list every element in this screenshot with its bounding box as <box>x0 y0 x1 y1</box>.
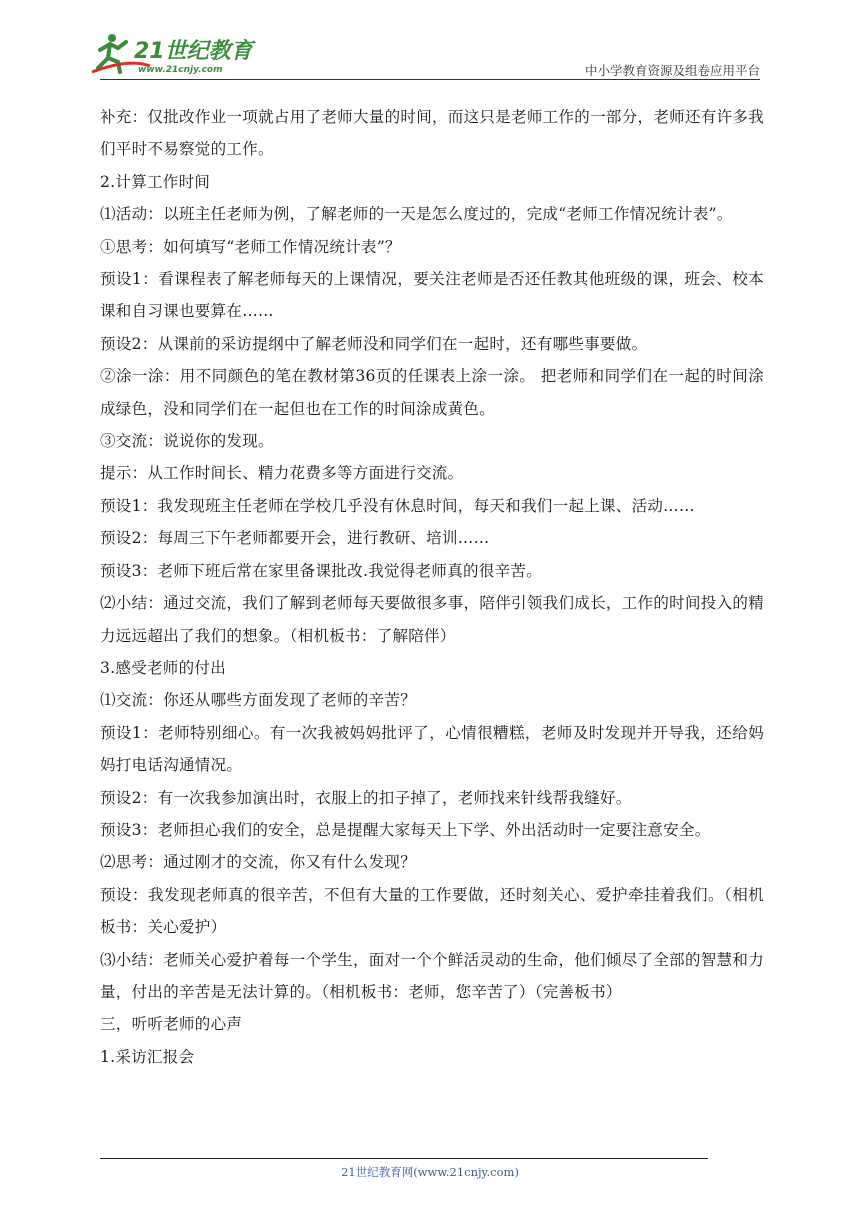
section-heading: 3.感受老师的付出 <box>100 658 226 677</box>
site-logo[interactable] <box>90 28 270 78</box>
paragraph: 预设：我发现老师真的很辛苦，不但有大量的工作要做，还时刻关心、爱护牵挂着我们。（相机板书：关心爱护） <box>100 885 764 937</box>
footer-divider <box>100 1158 708 1159</box>
footer-text[interactable]: 21世纪教育网(www.21cnjy.com) <box>341 1165 519 1179</box>
paragraph: 预设1：老师特别细心。有一次我被妈妈批评了，心情很糟糕，老师及时发现并开导我，还给妈妈打电话沟通情况。 <box>100 723 764 775</box>
section-heading: 2.计算工作时间 <box>100 172 211 191</box>
paragraph: 预设2：从课前的采访提纲中了解老师没和同学们在一起时，还有哪些事要做。 <box>100 334 648 353</box>
site-title: 中小学教育资源及组卷应用平台 <box>584 63 760 78</box>
paragraph: ⑵思考：通过刚才的交流，你又有什么发现？ <box>100 853 417 872</box>
logo-text: 21世纪教育 <box>134 39 253 64</box>
paragraph: ⑵小结：通过交流，我们了解到老师每天要做很多事，陪伴引领我们成长，工作的时间投入的精力远远超出了我们的想象。（相机板书：了解陪伴） <box>100 594 764 645</box>
paragraph: 预设3：老师下班后常在家里备课批改.我觉得老师真的很辛苦。 <box>100 561 542 580</box>
paragraph: 预设1：我发现班主任老师在学校几乎没有休息时间，每天和我们一起上课、活动…… <box>100 496 695 515</box>
paragraph: 提示：从工作时间长、精力花费多等方面进行交流。 <box>100 464 464 483</box>
page-header <box>90 28 760 80</box>
paragraph: ②涂一涂：用不同颜色的笔在教材第36页的任课表上涂一涂。 把老师和同学们在一起的时间涂成绿色，没和同学们在一起但也在工作的时间涂成黄色。 <box>100 367 764 418</box>
section-heading: 1.采访汇报会 <box>100 1047 195 1066</box>
paragraph: 预设2：有一次我参加演出时，衣服上的扣子掉了，老师找来针线帮我缝好。 <box>100 788 632 807</box>
paragraph: ⑶小结：老师关心爱护着每一个学生，面对一个个鲜活灵动的生命，他们倾尽了全部的智慧和力量，付出的辛苦是无法计算的。（相机板书：老师，您辛苦了）（完善板书） <box>100 950 764 1001</box>
header-divider <box>100 79 760 80</box>
paragraph: 预设1：看课程表了解老师每天的上课情况，要关注老师是否还任教其他班级的课，班会、校本课和自习课也要算在…… <box>100 270 764 321</box>
section-heading: 三，听听老师的心声 <box>100 1015 243 1034</box>
paragraph: ③交流：说说你的发现。 <box>100 432 274 451</box>
paragraph: 预设2：每周三下午老师都要开会，进行教研、培训…… <box>100 529 490 548</box>
paragraph: 预设3：老师担心我们的安全，总是提醒大家每天上下学、外出活动时一定要注意安全。 <box>100 820 711 839</box>
paragraph: ①思考：如何填写“老师工作情况统计表”？ <box>100 237 401 256</box>
paragraph: 补充：仅批改作业一项就占用了老师大量的时间，而这只是老师工作的一部分，老师还有许多我们平时不易察觉的工作。 <box>100 108 764 159</box>
paragraph: ⑴交流：你还从哪些方面发现了老师的辛苦？ <box>100 691 417 710</box>
document-body <box>100 101 764 1073</box>
logo-url: www.21cnjy.com <box>138 65 223 75</box>
runner-logo-icon <box>90 28 270 78</box>
paragraph: ⑴活动：以班主任老师为例，了解老师的一天是怎么度过的，完成“老师工作情况统计表”。 <box>100 205 733 224</box>
